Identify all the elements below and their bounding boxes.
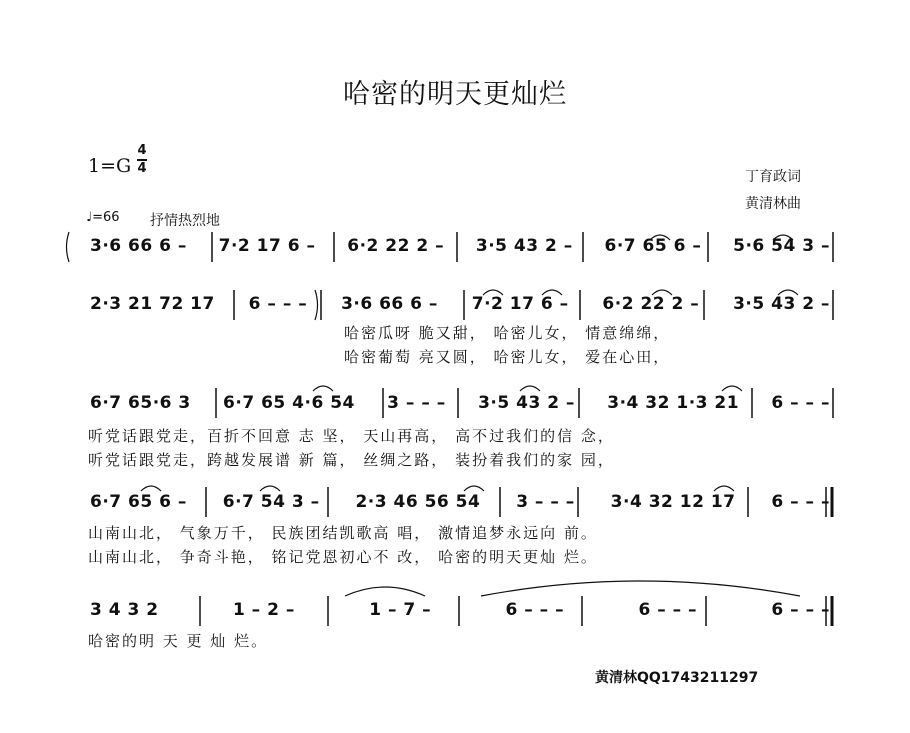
slur (520, 386, 540, 391)
lyrics-row-5: 哈密的明 天 更 灿 烂。 (88, 632, 269, 650)
measure: 3·5 43 2 – (475, 236, 573, 256)
slur (650, 235, 670, 240)
slur (464, 486, 484, 491)
measure: 6·7 65·6 3 (90, 393, 191, 413)
measure: 6·2 22 2 – (602, 294, 700, 314)
expression-marking: 抒情热烈地 (150, 213, 220, 229)
measure: 1 – 2 – (232, 600, 295, 620)
measure: 6·7 54 3 – (222, 492, 320, 512)
measure: 5·6 54 3 – (733, 236, 830, 256)
slur (483, 290, 503, 295)
tempo-marking: ♩=66 (86, 210, 120, 225)
measure: 6 – – – (771, 492, 830, 512)
time-signature-top: 4 (137, 143, 147, 158)
measure: 2·3 21 72 17 (90, 294, 215, 314)
measure: 3·5 43 2 – (733, 294, 830, 314)
measure: 3·4 32 1·3 21 (607, 393, 740, 413)
slur (313, 386, 333, 391)
lyrics-row-3-verse-1: 听党话跟党走，百折不回意 志 坚， 天山再高， 高不过我们的信 念， (88, 427, 615, 445)
slur (778, 290, 798, 295)
measure: 6 – – – (638, 600, 698, 620)
barlines (200, 232, 833, 626)
lyrics-row-4-verse-1: 山南山北， 气象万千， 民族团结凯歌高 唱， 激情追梦永远向 前。 (88, 524, 598, 542)
measure: 6 – – – (771, 393, 830, 413)
time-signature-bottom: 4 (137, 160, 147, 176)
measure: 3·6 66 6 – (90, 236, 187, 256)
measure: 3 – – – (387, 393, 446, 413)
lyrics-row-4-verse-2: 山南山北， 争奇斗艳， 铭记党恩初心不 改， 哈密的明天更灿 烂。 (88, 548, 598, 566)
measure: 3 – – – (516, 492, 575, 512)
measure: 6·7 65 4·6 54 (223, 393, 355, 413)
measure: 7·2 17 6 – (218, 236, 316, 256)
lyricist-credit: 丁育政词 (745, 169, 801, 185)
lyrics-row-2-verse-2: 哈密葡萄 亮又圆， 哈密儿女， 爱在心田， (344, 348, 671, 366)
slur (481, 581, 800, 596)
measure: 1 – 7 – (369, 600, 432, 620)
measure: 7·2 17 6 – (471, 294, 569, 314)
measure: 6 – – – (505, 600, 565, 620)
slur (345, 587, 425, 596)
measure: 3·6 66 6 – (341, 294, 438, 314)
slur (67, 232, 70, 262)
measure: 6·7 65 6 – (604, 236, 702, 256)
slur (260, 486, 280, 491)
measure: 3·5 43 2 – (478, 393, 575, 413)
slur (722, 386, 742, 391)
slur (714, 486, 734, 491)
slur (141, 486, 161, 491)
key-signature: 1=G (88, 155, 132, 177)
measure: 3 4 3 2 (90, 600, 159, 620)
measure: 2·3 46 56 54 (355, 492, 481, 512)
slur (315, 290, 318, 320)
lyrics-row-2-verse-1: 哈密瓜呀 脆又甜， 哈密儿女， 情意绵绵， (344, 324, 671, 342)
measure: 6·2 22 2 – (347, 236, 445, 256)
song-title: 哈密的明天更灿烂 (343, 79, 567, 110)
measure: 6 – – – (248, 294, 308, 314)
measure: 6·7 65 6 – (90, 492, 187, 512)
slur (773, 235, 793, 240)
slur (542, 290, 562, 295)
author-signature: 黄清林QQ1743211297 (595, 670, 759, 686)
measure: 3·4 32 12 17 (610, 492, 736, 512)
composer-credit: 黄清林曲 (745, 196, 801, 212)
slurs (67, 232, 801, 596)
slur (652, 290, 672, 295)
lyrics-row-3-verse-2: 听党话跟党走，跨越发展谱 新 篇， 丝绸之路， 装扮着我们的家 园， (88, 451, 615, 469)
measure: 6 – – – (771, 600, 830, 620)
